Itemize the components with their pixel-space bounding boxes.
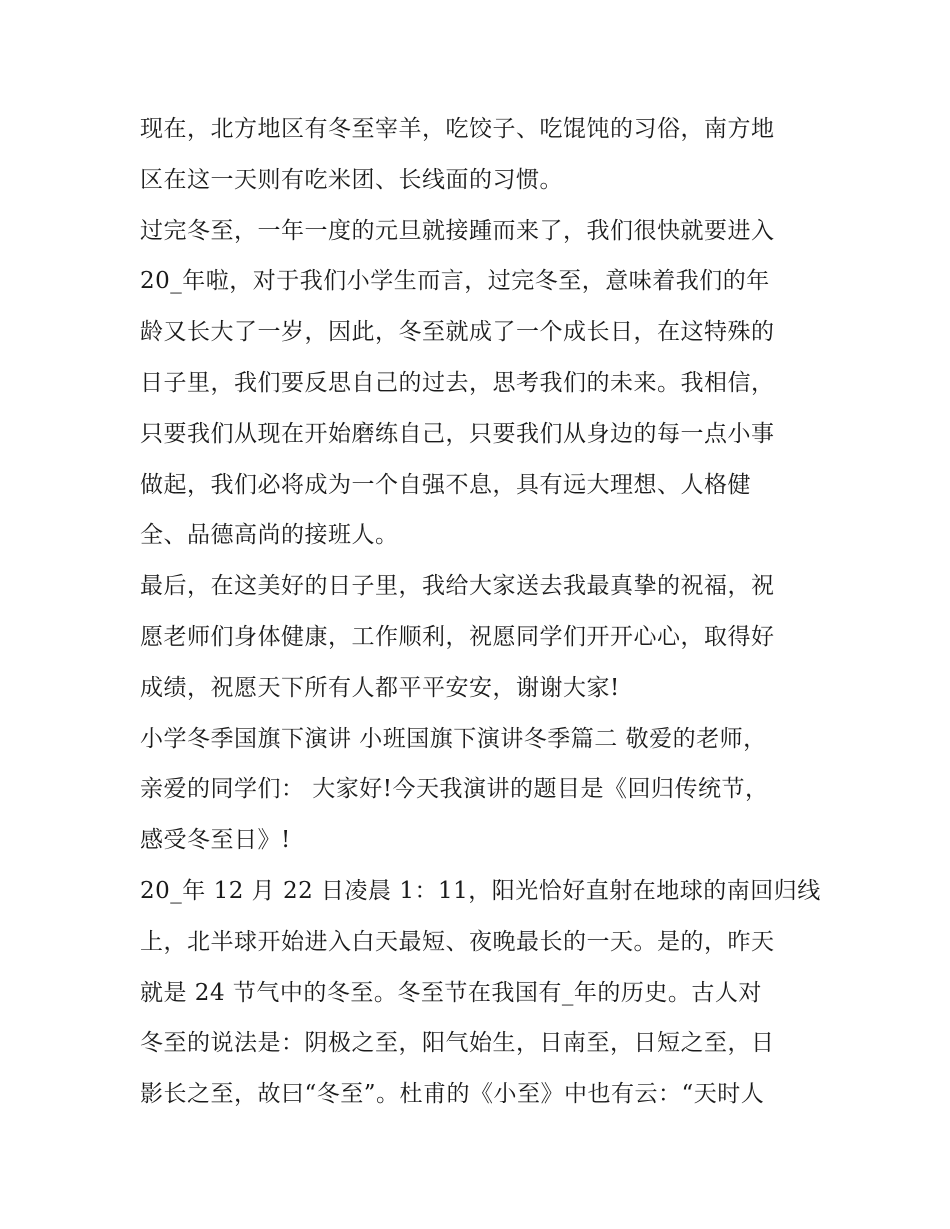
text-line: 影长之至，故曰“冬至”。杜甫的《小至》中也有云：“天时人 bbox=[140, 1081, 765, 1108]
text-line: 上，北半球开始进入白天最短、夜晚最长的一天。是的，昨天 bbox=[140, 928, 775, 955]
text-line: 做起，我们必将成为一个自强不息，具有远大理想、人格健 bbox=[140, 471, 751, 498]
text-line: 现在，北方地区有冬至宰羊，吃饺子、吃馄饨的习俗，南方地 bbox=[140, 116, 775, 142]
text-line: 最后，在这美好的日子里，我给大家送去我最真挚的祝福，祝 bbox=[140, 573, 775, 600]
text-line: 区在这一天则有吃米团、长线面的习惯。 bbox=[140, 166, 563, 193]
text-line: 愿老师们身体健康，工作顺利，祝愿同学们开开心心，取得好 bbox=[140, 623, 775, 650]
text-line: 亲爱的同学们： 大家好!今天我演讲的题目是《回归传统节， bbox=[140, 776, 769, 803]
text-line: 日子里，我们要反思自己的过去，思考我们的未来。我相信， bbox=[140, 369, 775, 396]
text-line: 冬至的说法是：阴极之至，阳气始生，日南至，日短之至，日 bbox=[140, 1030, 775, 1057]
text-line: 20_年啦，对于我们小学生而言，过完冬至，意味着我们的年 bbox=[140, 268, 770, 295]
text-line: 小学冬季国旗下演讲 小班国旗下演讲冬季篇二 敬爱的老师， bbox=[140, 725, 767, 752]
text-line: 就是 24 节气中的冬至。冬至节在我国有_年的历史。古人对 bbox=[140, 979, 762, 1006]
text-line: 成绩，祝愿天下所有人都平平安安，谢谢大家! bbox=[140, 674, 620, 701]
text-line: 龄又长大了一岁，因此，冬至就成了一个成长日，在这特殊的 bbox=[140, 319, 775, 346]
text-line: 感受冬至日》! bbox=[140, 827, 291, 854]
text-line: 20_年 12 月 22 日凌晨 1：11，阳光恰好直射在地球的南回归线 bbox=[140, 877, 821, 904]
text-line: 只要我们从现在开始磨练自己，只要我们从身边的每一点小事 bbox=[140, 420, 775, 447]
document-body bbox=[140, 104, 820, 1120]
text-line: 过完冬至，一年一度的元旦就接踵而来了，我们很快就要进入 bbox=[140, 217, 775, 244]
text-line: 全、品德高尚的接班人。 bbox=[140, 522, 399, 549]
